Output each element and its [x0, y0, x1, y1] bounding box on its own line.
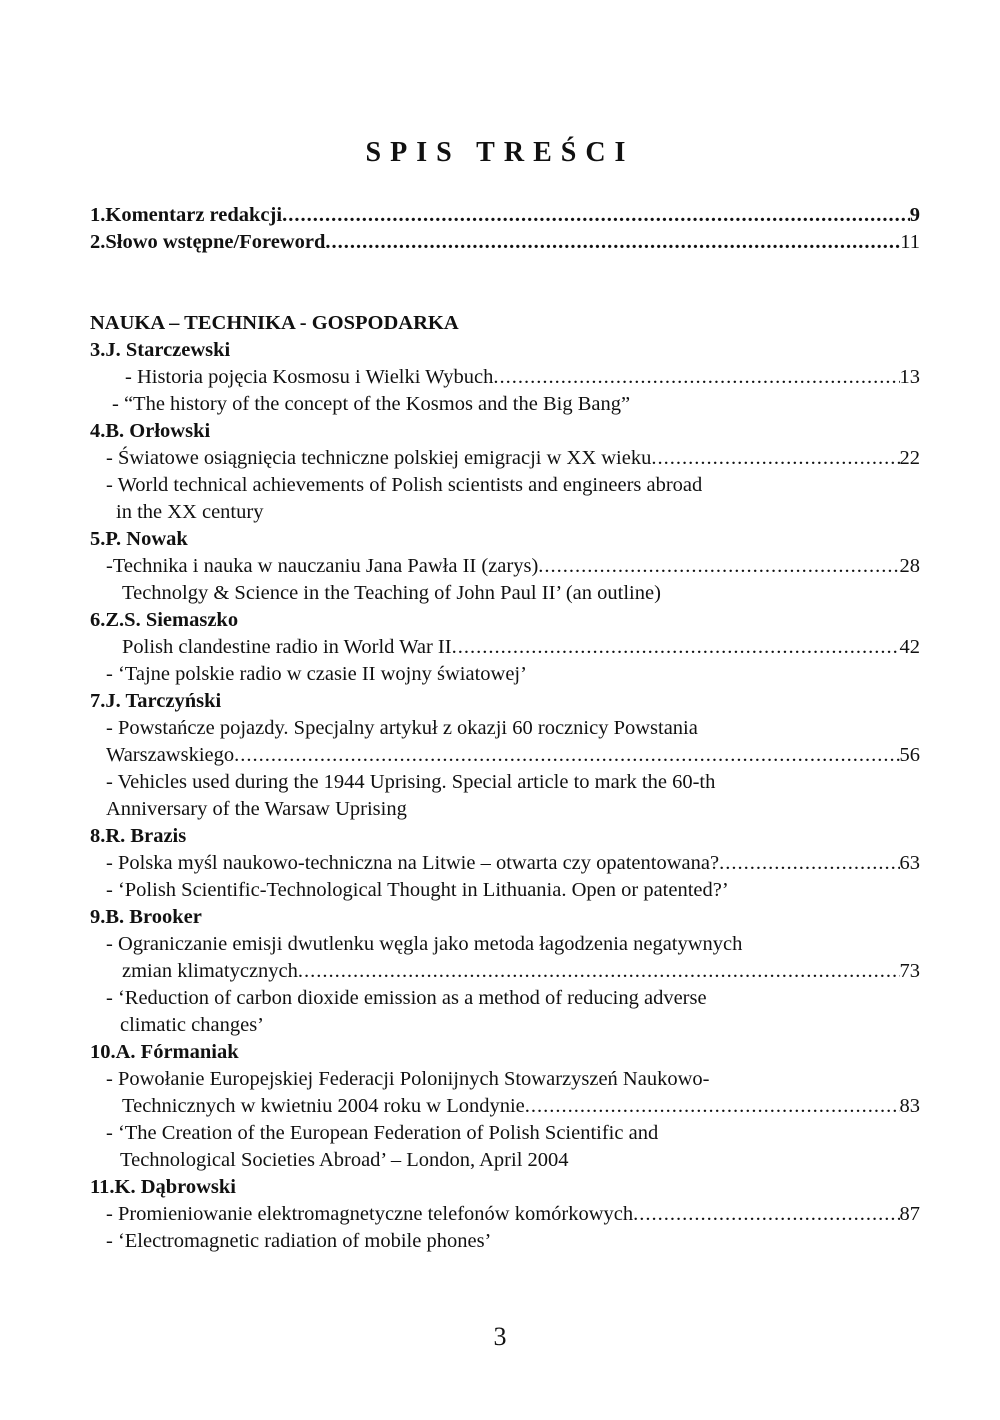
toc-article-continued: Warszawskiego ..... 56 — [90, 742, 920, 769]
toc-page-number: 9 — [909, 204, 920, 226]
toc-entry-label: 1.Komentarz redakcji — [90, 204, 283, 226]
toc-article: -Technika i nauka w nauczaniu Jana Pawła II (zarys) ..... 28 — [90, 553, 920, 580]
toc-page-number: 56 — [899, 744, 920, 766]
toc-article: - Powstańcze pojazdy. Specjalny artykuł z okazji 60 rocznicy Powstania — [106, 717, 698, 739]
toc-article-translation: - “The history of the concept of the Kosmos and the Big Bang” — [112, 393, 631, 415]
toc-author: 8.R. Brazis — [90, 825, 187, 847]
toc-article-translation: in the XX century — [116, 501, 264, 523]
toc-article-translation: Technolgy & Science in the Teaching of John Paul II’ (an outline) — [122, 582, 661, 604]
table-of-contents — [90, 202, 920, 1255]
toc-article: - Polska myśl naukowo-techniczna na Litwie – otwarta czy opatentowana? ..... 63 — [90, 850, 920, 877]
toc-entry-label: 2.Słowo wstępne/Foreword — [90, 231, 326, 253]
toc-author: 9.B. Brooker — [90, 906, 202, 928]
toc-article-translation: - ‘Polish Scientific-Technological Thought in Lithuania. Open or patented?’ — [106, 879, 729, 901]
toc-page-number: 22 — [899, 447, 920, 469]
toc-article: - Promieniowanie elektromagnetyczne telefonów komórkowych ..... 87 — [90, 1201, 920, 1228]
page-number: 3 — [493, 1322, 507, 1351]
toc-article-translation: - Vehicles used during the 1944 Uprising. Special article to mark the 60-th — [106, 771, 716, 793]
toc-article-translation: - ‘Reduction of carbon dioxide emission as a method of reducing adverse — [106, 987, 707, 1009]
toc-page-number: 87 — [899, 1203, 920, 1225]
toc-article: - Powołanie Europejskiej Federacji Polonijnych Stowarzyszeń Naukowo- — [106, 1068, 710, 1090]
toc-article-translation: climatic changes’ — [120, 1014, 265, 1036]
toc-page-number: 13 — [899, 366, 920, 388]
toc-article-translation: Anniversary of the Warsaw Uprising — [106, 798, 407, 820]
toc-article-translation: - ‘Tajne polskie radio w czasie II wojny światowej’ — [106, 663, 527, 685]
page-title: SPIS TREŚCI — [365, 137, 635, 168]
toc-page-number: 73 — [899, 960, 920, 982]
toc-article: - Ograniczanie emisji dwutlenku węgla jako metoda łagodzenia negatywnych — [106, 933, 743, 955]
toc-article: Polish clandestine radio in World War II ..... 42 — [90, 634, 920, 661]
toc-article-continued: Technicznych w kwietniu 2004 roku w Londynie ..... 83 — [90, 1093, 920, 1120]
toc-author: 6.Z.S. Siemaszko — [90, 609, 239, 631]
toc-article-translation: Technological Societies Abroad’ – London, April 2004 — [120, 1149, 569, 1171]
toc-article-translation: - ‘The Creation of the European Federation of Polish Scientific and — [106, 1122, 659, 1144]
toc-author: 3.J. Starczewski — [90, 339, 231, 361]
toc-entry-komentarz — [90, 202, 920, 229]
toc-page-number: 83 — [899, 1095, 920, 1117]
toc-page-number: 42 — [899, 636, 920, 658]
toc-article: - Światowe osiągnięcia techniczne polskiej emigracji w XX wieku ..... 22 — [90, 445, 920, 472]
toc-author: 10.A. Fórmaniak — [90, 1041, 239, 1063]
toc-page-number: 11 — [900, 231, 920, 253]
toc-article-translation: - World technical achievements of Polish scientists and engineers abroad — [106, 474, 703, 496]
toc-author: 4.B. Orłowski — [90, 420, 211, 442]
toc-entry-foreword — [90, 229, 920, 256]
toc-author: 11.K. Dąbrowski — [90, 1176, 237, 1198]
toc-page-number: 28 — [899, 555, 920, 577]
toc-author: 7.J. Tarczyński — [90, 690, 222, 712]
toc-article: - Historia pojęcia Kosmosu i Wielki Wybuch ..... 13 — [90, 364, 920, 391]
toc-author: 5.P. Nowak — [90, 528, 188, 550]
section-heading: NAUKA – TECHNIKA - GOSPODARKA — [90, 312, 459, 334]
toc-article-translation: - ‘Electromagnetic radiation of mobile phones’ — [106, 1230, 492, 1252]
toc-page-number: 63 — [899, 852, 920, 874]
toc-article-continued: zmian klimatycznych ..... 73 — [90, 958, 920, 985]
